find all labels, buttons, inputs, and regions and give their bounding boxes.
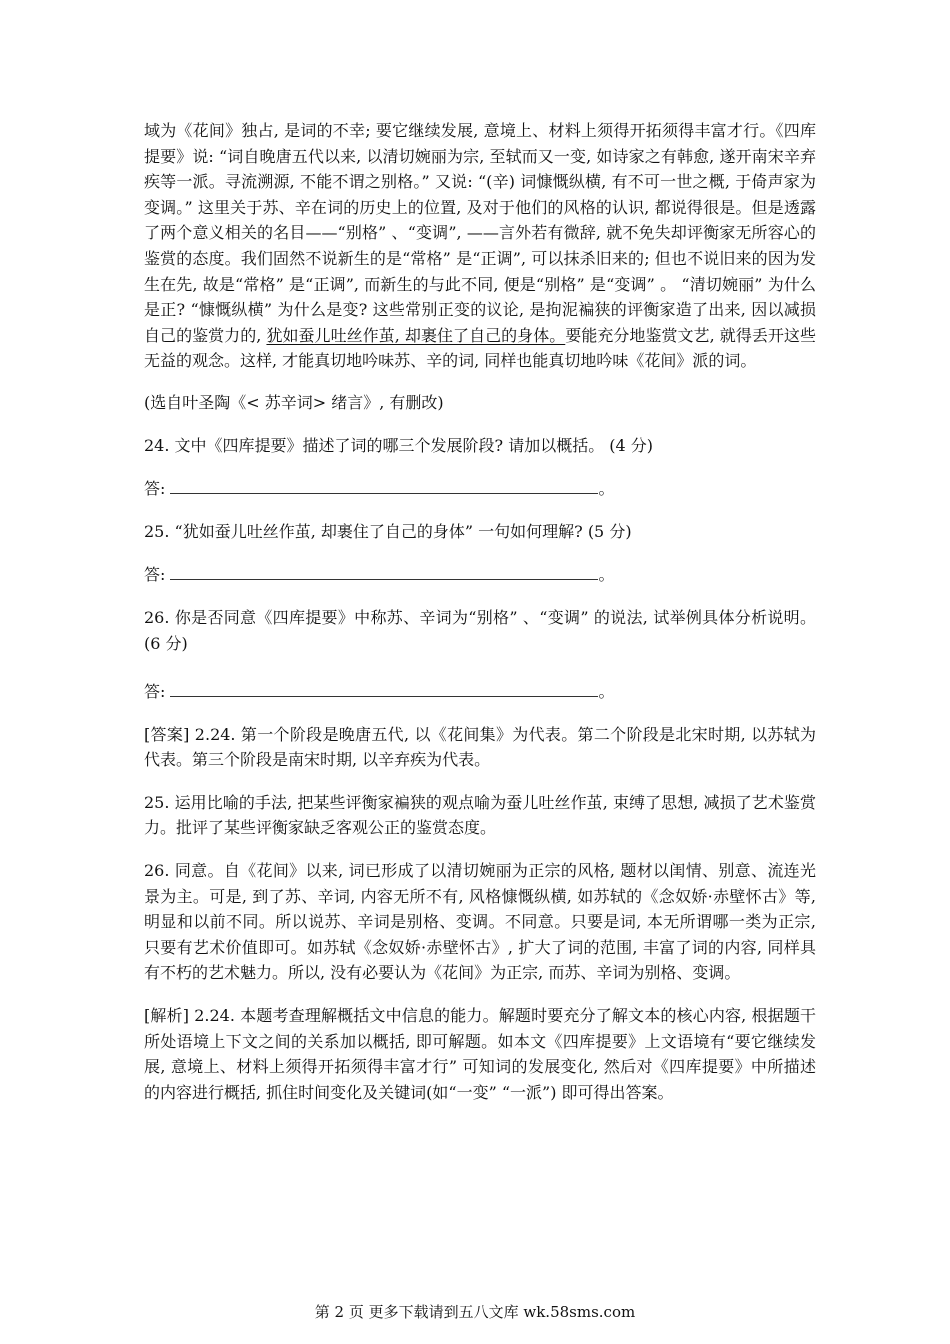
answer-prefix: 答: bbox=[144, 682, 171, 702]
answer-25: 25. 运用比喻的手法, 把某些评衡家褊狭的观点喻为蚕儿吐丝作茧, 束缚了思想, 减损了艺术鉴赏力。批评了某些评衡家缺乏客观公正的鉴赏态度。 bbox=[144, 792, 816, 838]
underlined-sentence: 犹如蚕儿吐丝作茧, 却裹住了自己的身体。 bbox=[266, 325, 566, 345]
answer-blank-24 bbox=[144, 475, 816, 502]
question-25: 25. “犹如蚕儿吐丝作茧, 却裹住了自己的身体” 一句如何理解? (5 分) bbox=[144, 521, 632, 541]
answer-line bbox=[170, 561, 598, 580]
answer-line bbox=[170, 475, 598, 494]
answer-suffix: 。 bbox=[598, 565, 615, 585]
answer-24: [答案] 2.24. 第一个阶段是晚唐五代, 以《花间集》为代表。第二个阶段是北宋时期, 以苏轼为代表。第三个阶段是南宋时期, 以辛弃疾为代表。 bbox=[144, 724, 816, 770]
source-citation: (选自叶圣陶《< 苏辛词> 绪言》, 有删改) bbox=[144, 392, 444, 412]
answer-blank-26 bbox=[144, 678, 816, 705]
passage-paragraph bbox=[144, 118, 816, 374]
analysis-24: [解析] 2.24. 本题考查理解概括文中信息的能力。解题时要充分了解文本的核心内容, 根据题干所处语境上下文之间的关系加以概括, 即可解题。如本文《四库提要》上文语境有“要它继续发展, 意境上、材料上须得开拓须得丰富才行” 可知词的发展变化, 然后对《四库提要》中所描述的内容进行概括, 抓住时间变化及关键词(如“一变” “一派”) 即可得出答案。 bbox=[144, 1006, 816, 1102]
answer-26: 26. 同意。自《花间》以来, 词已形成了以清切婉丽为正宗的风格, 题材以闺情、别意、流连光景为主。可是, 到了苏、辛词, 内容无所不有, 风格慷慨纵横, 如苏轼的《念奴娇·赤壁怀古》等, 明显和以前不同。所以说苏、辛词是别格、变调。不同意。只要是词, 本无所谓哪一类为正宗, 只要有艺术价值即可。如苏轼《念奴娇·赤壁怀古》, 扩大了词的范围, 丰富了词的内容, 同样具有不朽的艺术魅力。所以, 没有必要认为《花间》为正宗, 而苏、辛词为别格、变调。 bbox=[144, 861, 816, 983]
question-26: 26. 你是否同意《四库提要》中称苏、辛词为“别格” 、“变调” 的说法, 试举例具体分析说明。 (6 分) bbox=[144, 607, 816, 653]
question-24: 24. 文中《四库提要》描述了词的哪三个发展阶段? 请加以概括。 (4 分) bbox=[144, 435, 654, 455]
passage-text-1: 域为《花间》独占, 是词的不幸; 要它继续发展, 意境上、材料上须得开拓须得丰富才行。《四库提要》说: “词自晚唐五代以来, 以清切婉丽为宗, 至轼而又一变, 如诗家之有韩愈, 遂开南宋辛弃疾等一派。寻流溯源, 不能不谓之别格。” 又说: “(辛) 词慷慨纵横, 有不可一世之概, 于倚声家为变调。” 这里关于苏、辛在词的历史上的位置, 及对于他们的风格的认识, 都说得很是。但是透露了两个意义相关的名目——“别格” 、“变调”, ——言外若有微辞, 就不免失却评衡家无所容心的鉴赏的态度。我们固然不说新生的是“常格” 是“正调”, 可以抹杀旧来的; 但也不说旧来的因为发生在先, 故是“常格” 是“正调”, 而新生的与此不同, 便是“别格” 是“变调” 。 “清切婉丽” 为什么是正? “慷慨纵横” 为什么是变? 这些常别正变的议论, 是拘泥褊狭的评衡家造了出来, 因以减损自己的鉴赏力的, bbox=[144, 121, 816, 345]
page-footer: 第 2 页 更多下载请到五八文库 wk.58sms.com bbox=[314, 1303, 636, 1321]
answer-prefix: 答: bbox=[144, 565, 171, 585]
answer-blank-25 bbox=[144, 561, 816, 588]
document-body bbox=[144, 118, 816, 1105]
passage-text-2: 要能充分地鉴赏文艺, 就得丢开这些无益的观念。这样, 才能真切地吟味苏、辛的词, 同样也能真切地吟味《花间》派的词。 bbox=[144, 325, 816, 371]
answer-line bbox=[170, 678, 598, 697]
answer-prefix: 答: bbox=[144, 479, 171, 499]
answer-suffix: 。 bbox=[598, 479, 615, 499]
answer-suffix: 。 bbox=[598, 682, 615, 702]
